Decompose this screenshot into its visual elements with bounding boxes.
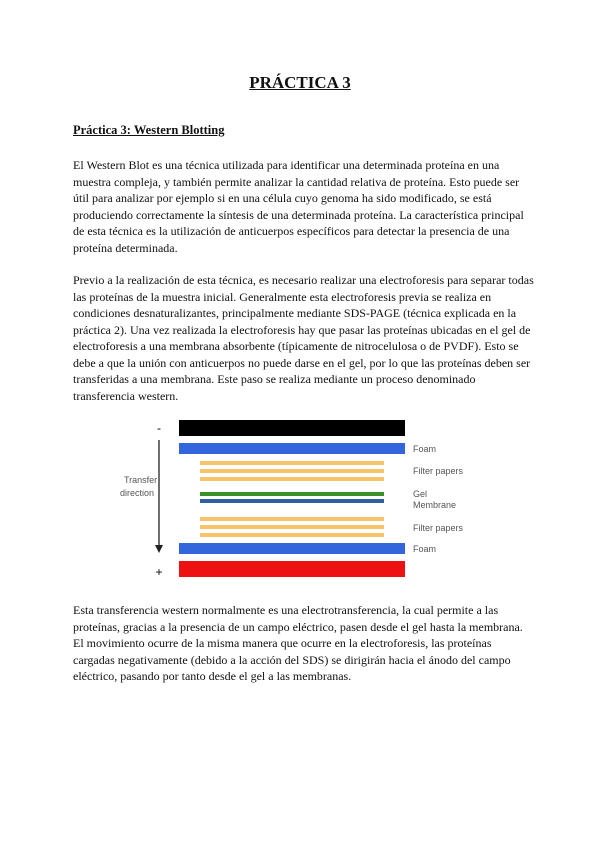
gel-layer bbox=[200, 492, 384, 496]
label-foam-top: Foam bbox=[413, 444, 437, 454]
label-foam-bottom: Foam bbox=[413, 544, 437, 554]
membrane-layer bbox=[200, 499, 384, 503]
label-membrane: Membrane bbox=[413, 500, 457, 510]
filter-paper-top-1 bbox=[200, 461, 384, 465]
cathode-symbol: - bbox=[157, 421, 161, 435]
filter-paper-bottom-1 bbox=[200, 517, 384, 521]
filter-paper-bottom-3 bbox=[200, 533, 384, 537]
transfer-label: Transfer bbox=[124, 475, 158, 485]
label-filter-top: Filter papers bbox=[413, 466, 464, 476]
foam-bottom bbox=[179, 543, 405, 554]
label-filter-bottom: Filter papers bbox=[413, 523, 464, 533]
foam-top bbox=[179, 443, 405, 454]
cathode-plate bbox=[179, 420, 405, 436]
page-title: PRÁCTICA 3 bbox=[249, 73, 351, 92]
paragraph-electrophoresis: Previo a la realización de esta técnica, es necesario realizar una electroforesis para separar todas las proteínas de la muestra inicial. Generalmente esta electroforesis previa se realiza en condiciones desnaturalizantes, principalmente mediante SDS-PAGE (técnica explicada en la práctica 2). Una vez realizada la electroforesis hay que pasar las proteínas ubicadas en el gel de electroforesis a una membrana absorbente (típicamente de nitrocelulosa o de PVDF). Esto se debe a que la unión con anticuerpos no puede darse en el gel, por lo que las proteínas deben ser transferidas a una membrana. Este paso se realiza mediante un proceso denominado transferencia western. bbox=[73, 273, 534, 403]
direction-label: direction bbox=[120, 488, 155, 498]
transfer-arrow-head bbox=[155, 545, 163, 553]
label-gel: Gel bbox=[413, 489, 428, 499]
western-blot-transfer-diagram bbox=[100, 410, 500, 585]
anode-symbol: + bbox=[155, 565, 163, 579]
anode-plate bbox=[179, 561, 405, 577]
section-heading: Práctica 3: Western Blotting bbox=[73, 123, 225, 137]
filter-paper-top-2 bbox=[200, 469, 384, 473]
filter-paper-top-3 bbox=[200, 477, 384, 481]
paragraph-electrotransfer: Esta transferencia western normalmente es una electrotransferencia, la cual permite a las proteínas, gracias a la presencia de un campo eléctrico, pasen desde el gel hasta la membrana. El movimiento ocurre de la misma manera que ocurre en la electroforesis, las proteínas cargadas negativamente (debido a la acción del SDS) se dirigirán hacia el ánodo del campo eléctrico, pasando por tanto desde el gel a las membranas. bbox=[73, 603, 523, 683]
filter-paper-bottom-2 bbox=[200, 525, 384, 529]
paragraph-intro: El Western Blot es una técnica utilizada para identificar una determinada proteína en una muestra compleja, y también permite analizar la cantidad relativa de proteína. Esto puede ser útil para analizar por ejemplo si en una célula cuyo genoma ha sido modificado, se está produciendo correctamente la síntesis de una determinada proteína. La característica principal de esta técnica es la utilización de anticuerpos específicos para detectar la presencia de una proteína determinada. bbox=[73, 158, 524, 255]
